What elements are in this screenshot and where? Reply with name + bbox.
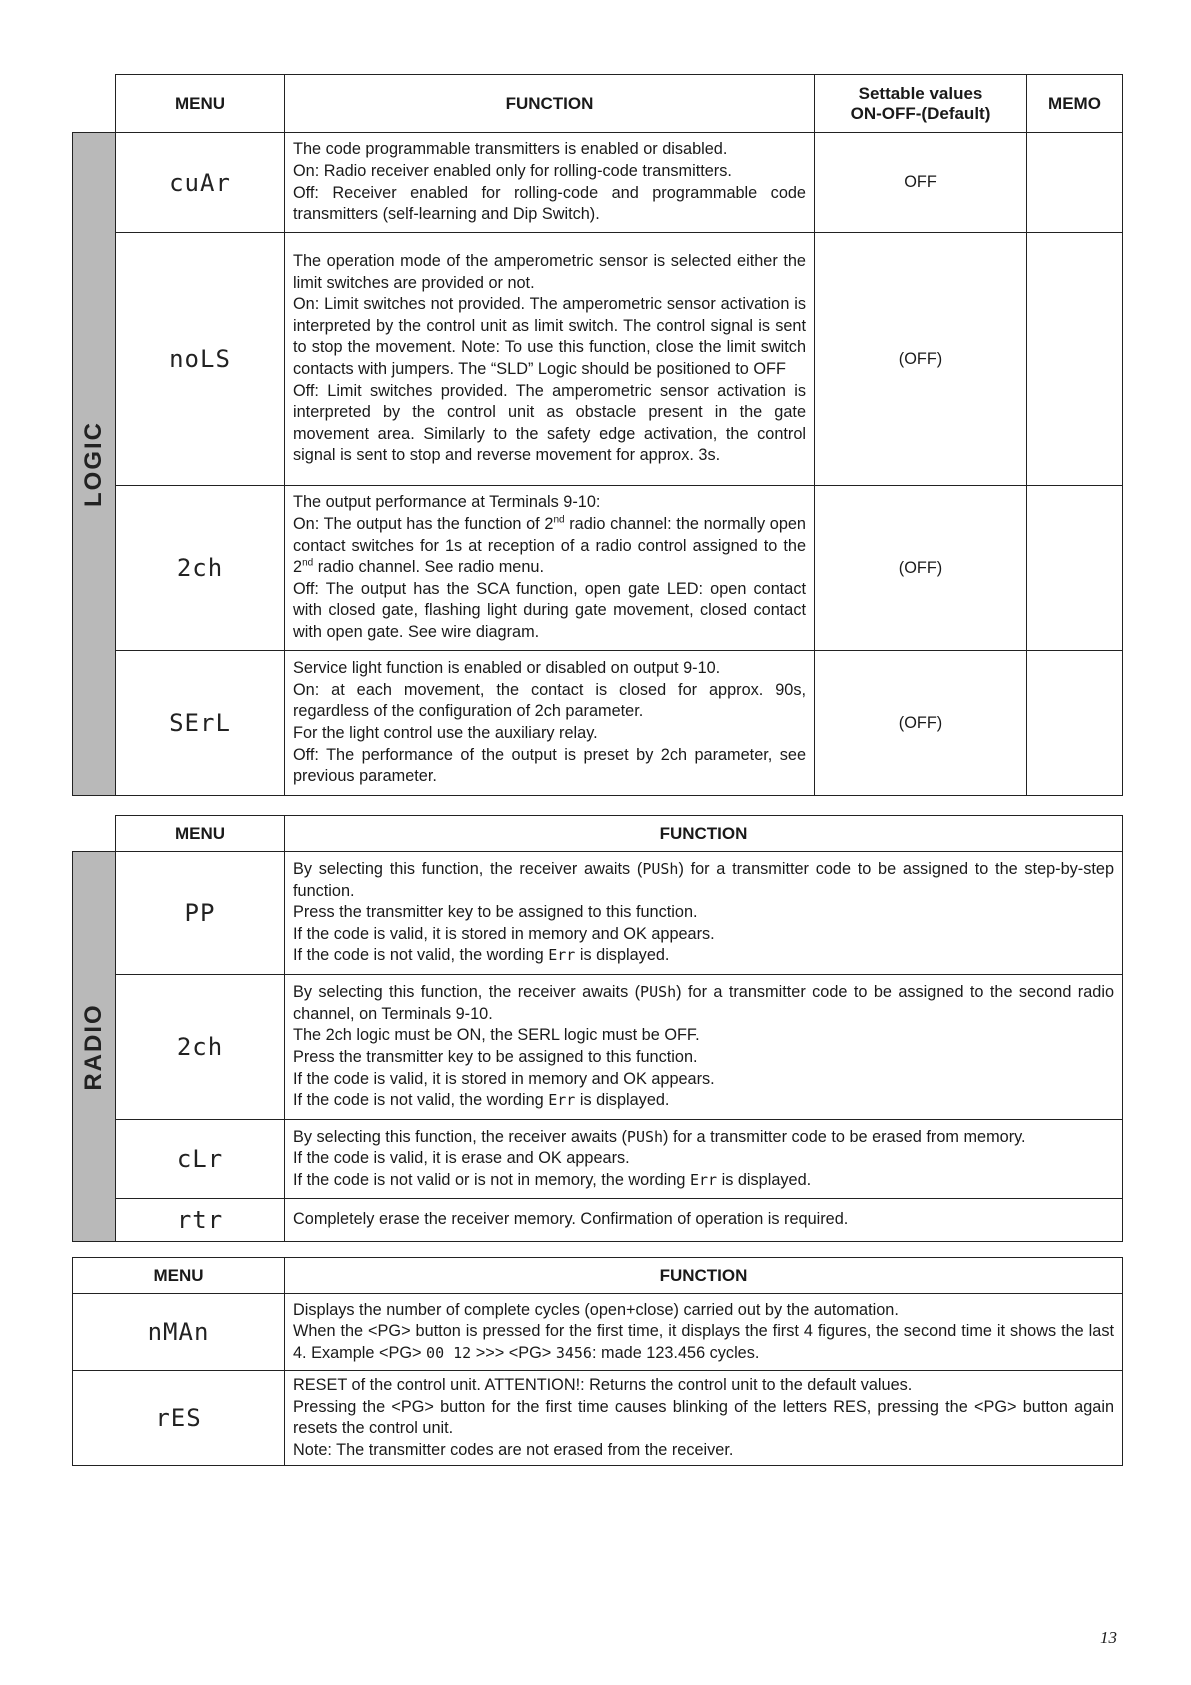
function-text-clr: By selecting this function, the receiver awaits (PUSh) for a transmitter code to be erased from memory. If the code is valid, it is erase and OK appears. If the code is not valid or is not in memory, the wording Err is displayed.	[285, 1120, 1123, 1199]
menu-code-2ch-radio: 2ch	[116, 975, 285, 1120]
function-text-rtr: Completely erase the receiver memory. Confirmation of operation is required.	[285, 1199, 1123, 1242]
blank-corner	[73, 816, 116, 852]
menu-code-rtr: rtr	[116, 1199, 285, 1242]
header-menu: MENU	[116, 75, 285, 133]
misc-table	[72, 1257, 1123, 1466]
menu-code-2ch: 2ch	[116, 486, 285, 651]
function-text-2ch: The output performance at Terminals 9-10: On: The output has the function of 2nd radio channel: the normally open contact switches for 1s at reception of a radio control assigned to the 2nd radio channel. See radio menu. Off: The output has the SCA function, open gate LED: open contact with closed gate, flashing light during gate movement, closed contact with open gate. See wire diagram.	[285, 486, 815, 651]
value-serl: (OFF)	[815, 651, 1027, 796]
function-text-2ch-radio: By selecting this function, the receiver awaits (PUSh) for a transmitter code to be assigned to the second radio channel, on Terminals 9-10. The 2ch logic must be ON, the SERL logic must be OFF. Press the transmitter key to be assigned to this function. If the code is valid, it is stored in memory and OK appears. If the code is not valid, the wording Err is displayed.	[285, 975, 1123, 1120]
menu-code-res: rES	[73, 1371, 285, 1466]
memo-cuar	[1027, 133, 1123, 233]
header-settable-values: Settable values ON-OFF-(Default)	[815, 75, 1027, 133]
header-menu: MENU	[73, 1258, 285, 1294]
logic-side-label: LOGIC	[80, 421, 107, 507]
menu-code-nman: nMAn	[73, 1294, 285, 1371]
value-nols: (OFF)	[815, 233, 1027, 486]
menu-code-cuar: cuAr	[116, 133, 285, 233]
menu-code-clr: cLr	[116, 1120, 285, 1199]
header-function: FUNCTION	[285, 1258, 1123, 1294]
header-function: FUNCTION	[285, 75, 815, 133]
memo-serl	[1027, 651, 1123, 796]
menu-code-pp: PP	[116, 852, 285, 975]
function-text-res: RESET of the control unit. ATTENTION!: Returns the control unit to the default values. Pressing the <PG> button for the first time causes blinking of the letters RES, pressing the <PG> button again resets the control unit. Note: The transmitter codes are not erased from the receiver.	[285, 1371, 1123, 1466]
function-text-nman: Displays the number of complete cycles (open+close) carried out by the automation. When the <PG> button is pressed for the first time, it displays the first 4 figures, the second time it shows the last 4. Example <PG> 00 12 >>> <PG> 3456: made 123.456 cycles.	[285, 1294, 1123, 1371]
menu-code-nols: noLS	[116, 233, 285, 486]
logic-table	[72, 74, 1123, 796]
menu-code-serl: SErL	[116, 651, 285, 796]
blank-corner	[73, 75, 116, 133]
value-2ch: (OFF)	[815, 486, 1027, 651]
function-text-nols: The operation mode of the amperometric sensor is selected either the limit switches are provided or not. On: Limit switches not provided. The amperometric sensor activation is interpreted by the control unit as limit switch. The control signal is sent to stop the movement. Note: To use this function, close the limit switch contacts with jumpers. The “SLD” Logic should be positioned to OFF Off: Limit switches provided. The amperometric sensor activation is interpreted by the control unit as obstacle present in the gate movement area. Similarly to the safety edge activation, the control signal is sent to stop and reverse movement for approx. 3s.	[285, 233, 815, 486]
radio-table	[72, 815, 1123, 1242]
radio-side-label-cell	[73, 852, 116, 1242]
header-menu: MENU	[116, 816, 285, 852]
memo-nols	[1027, 233, 1123, 486]
value-cuar: OFF	[815, 133, 1027, 233]
page-number: 13	[1100, 1628, 1117, 1647]
memo-2ch	[1027, 486, 1123, 651]
header-memo: MEMO	[1027, 75, 1123, 133]
function-text-serl: Service light function is enabled or disabled on output 9-10. On: at each movement, the contact is closed for approx. 90s, regardless of the configuration of 2ch parameter. For the light control use the auxiliary relay. Off: The performance of the output is preset by 2ch parameter, see previous parameter.	[285, 651, 815, 796]
header-function: FUNCTION	[285, 816, 1123, 852]
function-text-cuar: The code programmable transmitters is enabled or disabled. On: Radio receiver enabled only for rolling-code transmitters. Off: Receiver enabled for rolling-code and programmable code transmitters (self-learning and Dip Switch).	[285, 133, 815, 233]
logic-side-label-cell	[73, 133, 116, 796]
radio-side-label: RADIO	[80, 1002, 107, 1091]
function-text-pp: By selecting this function, the receiver awaits (PUSh) for a transmitter code to be assigned to the step-by-step function. Press the transmitter key to be assigned to this function. If the code is valid, it is stored in memory and OK appears. If the code is not valid, the wording Err is displayed.	[285, 852, 1123, 975]
